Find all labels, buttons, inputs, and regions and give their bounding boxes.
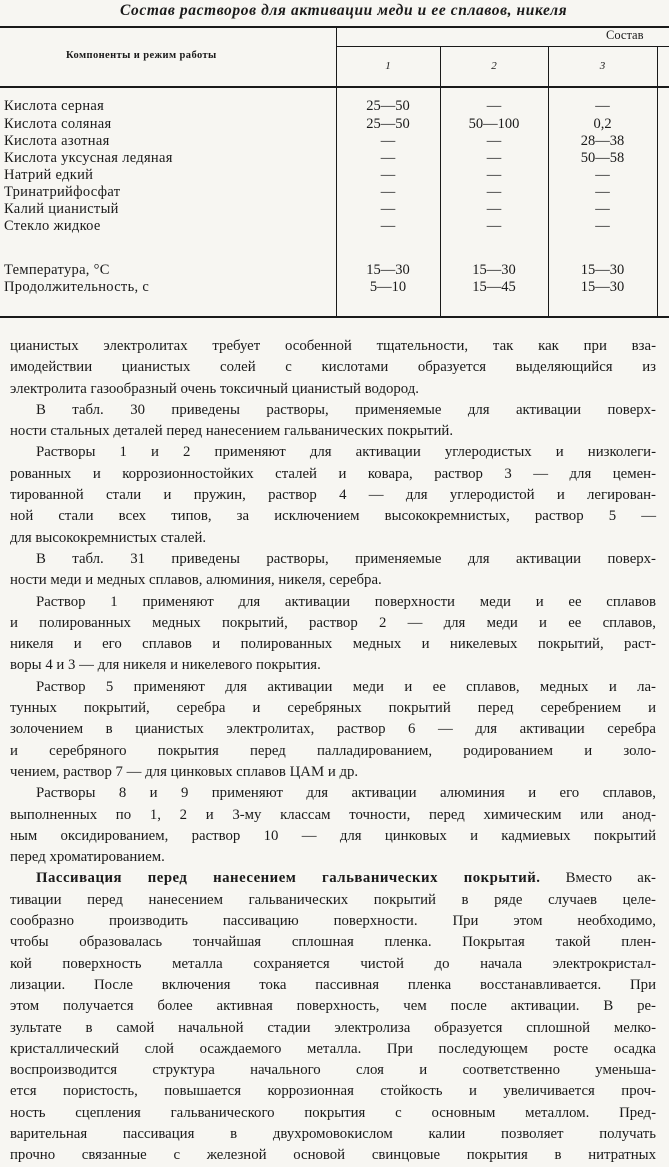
table-cell: 15—30: [580, 279, 625, 295]
text-line: для высококремнистых сталей.: [10, 529, 207, 546]
table-row-name: Калий цианистый: [4, 201, 119, 217]
table-cell: —: [486, 167, 502, 183]
text-line: рованных и коррозионностойких сталей и ковара, раствор 3 — для цемен-: [10, 465, 656, 482]
table-row-name: Кислота соляная: [4, 116, 112, 132]
table-cell: —: [380, 218, 396, 234]
text-line: перед хроматированием.: [10, 849, 165, 866]
column-number-3: 3: [599, 60, 606, 72]
paragraph: [10, 868, 656, 1166]
text-line: этом получается более активная поверхность, чем после активации. В ре-: [10, 998, 656, 1015]
text-line: кристаллический слой осаждаемого металла. При последующем росте осадка: [10, 1040, 656, 1057]
table-cell: —: [380, 167, 396, 183]
text-line: Раствор 1 применяют для активации поверхности меди и ее сплавов: [36, 593, 656, 610]
table-row-name: Кислота азотная: [4, 133, 110, 149]
text-run: Вместо ак-: [540, 870, 656, 887]
table-header-rule: [0, 86, 669, 88]
text-line: Растворы 8 и 9 применяют для активации алюминия и его сплавов,: [36, 785, 656, 802]
text-line: имодействии цианистых солей с кислотами образуется выделяющийся из: [10, 359, 656, 376]
text-line: прочно связанные с железной основой свинцовые покрытия в нитратных: [10, 1147, 656, 1164]
text-line: ется пористость, повышается коррозионная стойкость и увеличивается проч-: [10, 1083, 656, 1100]
table-row-name: Кислота серная: [4, 98, 105, 114]
table-cell: —: [380, 184, 396, 200]
text-line: кой поверхность металла сохраняется чистой до начала электрокристал-: [10, 955, 656, 972]
text-line: ности стальных деталей перед нанесением гальванических покрытий.: [10, 423, 454, 440]
table-cell: —: [380, 201, 396, 217]
section-heading: Пассивация перед нанесением гальванических покрытий.: [36, 870, 541, 887]
text-line: зультате в самой начальной стадии электролиза образуется сплошной мелко-: [10, 1019, 656, 1036]
paragraph: [10, 400, 656, 443]
paragraph: [10, 677, 656, 783]
table-cell: 15—30: [366, 262, 410, 278]
paragraph: [10, 442, 656, 548]
table-cell: —: [595, 218, 610, 234]
paragraph: [10, 783, 656, 868]
table-cell: 25—50: [366, 98, 410, 114]
text-line: ность сцепления гальванического покрытия с основным металлом. Пред-: [10, 1104, 656, 1121]
text-line: тунных покрытий, серебра и серебряных покрытий перед серебрением и: [10, 700, 656, 717]
table-cell: —: [595, 167, 610, 183]
sostav-underline: [336, 46, 669, 47]
table-row-name: Продолжительность, с: [4, 279, 150, 295]
table-cell: —: [486, 184, 502, 200]
text-line: тированной стали и пружин, раствор 4 — для углеродистой и легирован-: [10, 487, 656, 504]
table-cell: —: [595, 201, 610, 217]
table-row-name: Тринатрийфосфат: [4, 184, 121, 200]
table-cell: —: [486, 201, 502, 217]
text-line: варительная пассивация в двухромовокислом калии позволяет получать: [10, 1125, 656, 1142]
text-line: ным оксидированием, раствор 10 — для цинковых и кадмиевых покрытий: [10, 827, 656, 844]
text-line: и полированных медных покрытий, раствор 2 — для меди и ее сплавов,: [10, 614, 656, 631]
text-line: тивации перед нанесением гальванических покрытий в ряде случаев целе-: [10, 891, 656, 908]
text-line: воспроизводится структура начального слоя и соответственно уменьша-: [10, 1062, 656, 1079]
paragraph: [10, 592, 656, 677]
text-line: выполненных по 1, 2 и 3-му классам точности, перед химическим или анод-: [10, 806, 656, 823]
text-line: цианистых электролитах требует особенной тщательности, так как при вза-: [10, 338, 656, 354]
table-cell: 15—30: [580, 262, 625, 278]
paragraph: [10, 336, 656, 400]
column-number-2: 2: [491, 60, 497, 72]
table-bottom-rule: [0, 316, 669, 318]
table-row-name: Кислота уксусная ледяная: [4, 150, 173, 166]
text-line: Растворы 1 и 2 применяют для активации углеродистых и низколеги-: [36, 444, 656, 461]
table-row-name: Температура, °С: [4, 262, 110, 278]
text-line: никеля и его сплавов и полированных медных и никелевых покрытий, раст-: [10, 636, 656, 653]
table-cell: —: [486, 218, 502, 234]
table-cell: 15—30: [472, 262, 516, 278]
paragraph: [10, 549, 656, 592]
table-cell: 0,2: [593, 116, 612, 132]
table-divider-4: [657, 46, 658, 317]
text-line: электролита газообразный очень токсичный цианистый водород.: [10, 380, 420, 397]
table-cell: 50—100: [468, 116, 520, 132]
table-cell: —: [486, 98, 502, 114]
text-line: чтобы образовалась тончайшая сплошная пленка. Покрытая такой плен-: [10, 934, 656, 951]
text-line: золочением в цианистых электролитах, раствор 6 — для активации серебра: [10, 721, 656, 738]
text-line: [10, 868, 656, 889]
table-cell: 28—38: [580, 133, 625, 149]
table-cell: 5—10: [369, 279, 407, 295]
text-line: лизации. После включения тока пассивная пленка восстанавливается. При: [10, 976, 656, 993]
table-cell: 25—50: [366, 116, 410, 132]
text-line: чением, раствор 7 — для цинковых сплавов ЦАМ и др.: [10, 763, 359, 780]
table-row-name: Натрий едкий: [4, 167, 94, 183]
body-text: [10, 336, 656, 1167]
table-cell: —: [486, 133, 502, 149]
table-cell: 50—58: [580, 150, 625, 166]
table-cell: 15—45: [472, 279, 516, 295]
table-row-name: Стекло жидкое: [4, 218, 101, 234]
page-title: Состав растворов для активации меди и ее сплавов, никеля: [120, 2, 568, 19]
text-line: ности меди и медных сплавов, алюминия, никеля, серебра.: [10, 572, 382, 589]
text-line: Раствор 5 применяют для активации меди и ее сплавов, медных и ла-: [36, 678, 656, 695]
text-line: В табл. 30 приведены растворы, применяемые для активации поверх-: [36, 401, 656, 418]
text-line: В табл. 31 приведены растворы, применяемые для активации поверх-: [36, 550, 656, 567]
text-line: сообразно производить пассивацию поверхности. При этом необходимо,: [10, 913, 656, 930]
table-cell: —: [595, 98, 610, 114]
table-cell: —: [595, 184, 610, 200]
text-line: ной стали всех типов, за исключением высококремнистых, раствор 5 —: [10, 508, 656, 525]
table-header-components: Компоненты и режим работы: [66, 50, 217, 61]
table-top-rule: [0, 26, 669, 28]
text-line: и серебряного покрытия перед палладированием, родированием и золо-: [10, 742, 656, 759]
column-number-1: 1: [385, 60, 391, 72]
text-line: воры 4 и 3 — для никеля и никелевого покрытия.: [10, 657, 321, 674]
table-header-sostav: Состав: [606, 28, 644, 42]
table-cell: —: [380, 133, 396, 149]
table-cell: —: [380, 150, 396, 166]
table-cell: —: [486, 150, 502, 166]
